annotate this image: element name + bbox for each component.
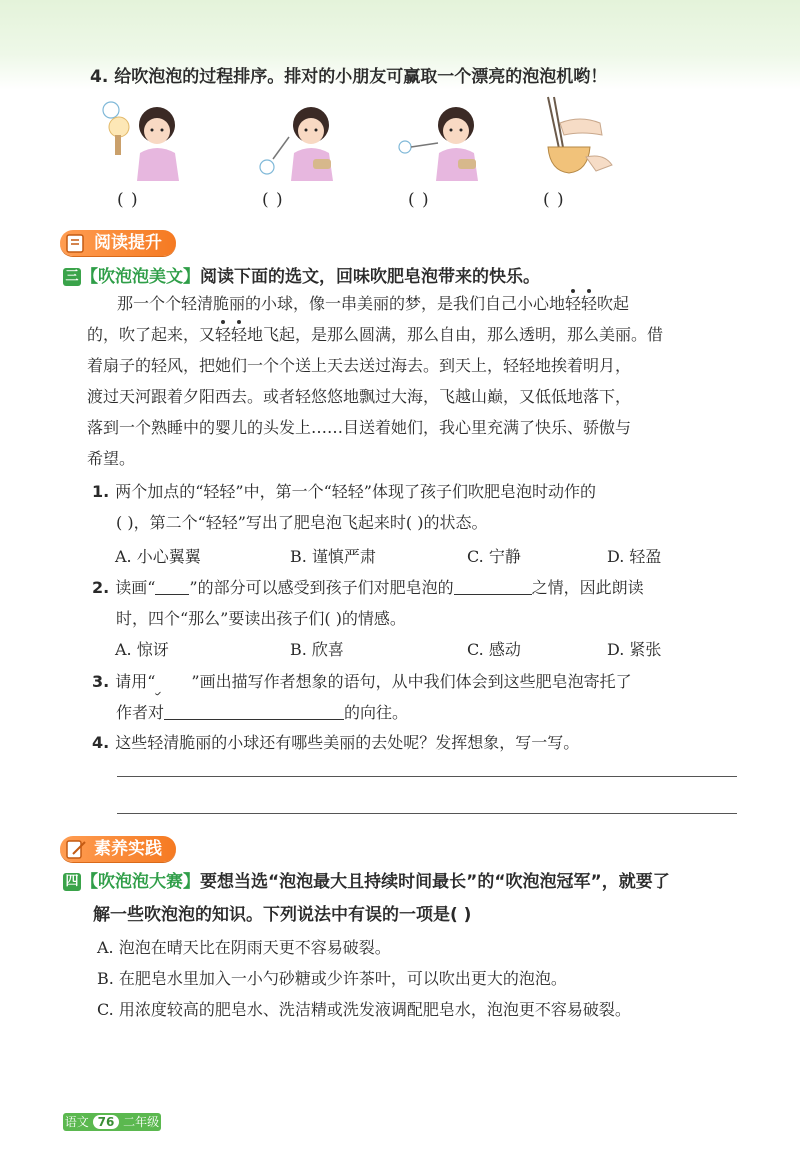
q3-line-1-b: ”画出描写作者想象的语句，从中我们体会到这些肥皂泡寄托了: [191, 672, 632, 691]
passage-line-1-b: 吹起: [597, 294, 630, 313]
q1-number: 1.: [92, 482, 110, 501]
q4-top-text: 给吹泡泡的过程排序。排对的小朋友可赢取一个漂亮的泡泡机哟！: [114, 67, 608, 87]
page-number-badge: [63, 1113, 161, 1131]
part-four-line-1: 要想当选“泡泡最大且持续时间最长”的“吹泡泡冠军”，就要了: [200, 872, 670, 892]
q2-option-d[interactable]: D. 紧张: [607, 640, 662, 659]
part-four-badge: 四: [63, 873, 81, 891]
q3-answer-blank[interactable]: [164, 719, 344, 720]
part-four-option-b[interactable]: B. 在肥皂水里加入一小勺砂糖或少许茶叶，可以吹出更大的泡泡。: [97, 969, 567, 988]
passage-text: [87, 288, 747, 474]
q4-top-blank-2[interactable]: ( ): [262, 190, 284, 210]
passage-line-4: 渡过天河跟着夕阳西去。或者轻悠悠地飘过大海，飞越山巅，又低低地落下，: [87, 387, 632, 406]
section-practice-title: 素养实践: [94, 839, 162, 859]
illustration-child-blowing: [390, 95, 490, 185]
section-practice-banner: [60, 836, 176, 862]
q2-line-1-a: 读画“: [115, 578, 156, 597]
part-four-option-a[interactable]: A. 泡泡在晴天比在阴雨天更不容易破裂。: [97, 938, 391, 957]
pencil-paper-icon: [64, 837, 88, 861]
q4-text: 这些轻清脆丽的小球还有哪些美丽的去处呢？发挥想象，写一写。: [115, 733, 580, 752]
passage-line-1-a: 那一个个轻清脆丽的小球，像一串美丽的梦，是我们自己小心地: [117, 294, 566, 313]
q3-number: 3.: [92, 672, 110, 691]
page-number: 76: [93, 1115, 120, 1129]
illustration-mixing-bowl: [530, 95, 620, 185]
q4-number: 4.: [92, 733, 110, 752]
passage-line-3: 着扇子的轻风，把她们一个个送上天去送过海去。到天上，轻轻地挨着明月，: [87, 356, 632, 375]
q2-underline-sample: [155, 594, 189, 595]
question-4: [92, 727, 762, 758]
footer-left-label: 语文: [64, 1115, 89, 1129]
passage-line-2-b: 地飞起，是那么圆满，那么自由，那么透明，那么美丽。借: [247, 325, 664, 344]
q2-answer-blank[interactable]: [454, 594, 532, 595]
section-reading-banner: [60, 230, 176, 256]
book-icon: [64, 231, 88, 255]
dotted-char: 轻: [215, 325, 232, 344]
part-four-line-2: 解一些吹泡泡的知识。下列说法中有误的一项是( ): [93, 905, 472, 925]
q2-number: 2.: [92, 578, 110, 597]
q2-option-b[interactable]: B. 欣喜: [290, 640, 344, 659]
q2-option-c[interactable]: C. 感动: [467, 640, 521, 659]
passage-three-header: [63, 262, 540, 287]
part-four-option-c[interactable]: C. 用浓度较高的肥皂水、洗洁精或洗发液调配肥皂水，泡泡更不容易破裂。: [97, 1000, 631, 1019]
q3-line-2-b: 的向往。: [344, 703, 409, 722]
q4-top-number: 4.: [90, 67, 109, 87]
q1-option-d[interactable]: D. 轻盈: [607, 547, 662, 566]
writing-line-2[interactable]: [117, 813, 737, 814]
illustration-child-wand: [245, 95, 345, 185]
q1-line-1: 两个加点的“轻轻”中，第一个“轻轻”体现了孩子们吹肥皂泡时动作的: [115, 482, 596, 501]
section-reading-title: 阅读提升: [94, 233, 162, 253]
q4-top-blank-1[interactable]: ( ): [117, 190, 139, 210]
writing-line-1[interactable]: [117, 776, 737, 777]
q2-line-1-b: ”的部分可以感受到孩子们对肥皂泡的: [189, 578, 454, 597]
q4-top-blank-4[interactable]: ( ): [543, 190, 565, 210]
dotted-char: 轻: [581, 294, 598, 313]
question-3: [92, 666, 762, 728]
question-2: [92, 572, 762, 634]
passage-line-5: 落到一个熟睡中的婴儿的头发上……目送着她们，我心里充满了快乐、骄傲与: [87, 418, 632, 437]
passage-three-instruction: 阅读下面的选文，回味吹肥皂泡带来的快乐。: [200, 267, 540, 287]
q1-option-c[interactable]: C. 宁静: [467, 547, 521, 566]
passage-line-2: [87, 319, 747, 350]
passage-line-2-a: 的，吹了起来，又: [87, 325, 216, 344]
q3-line-2-a: 作者对: [116, 703, 165, 722]
dotted-char: 轻: [231, 325, 248, 344]
q4-top-blank-3[interactable]: ( ): [408, 190, 430, 210]
passage-three-tag: 【吹泡泡美文】: [81, 267, 200, 287]
q3-line-1-a: 请用“: [115, 672, 156, 691]
q1-line-2: ( )，第二个“轻轻”写出了肥皂泡飞起来时( )的状态。: [116, 513, 488, 532]
q1-option-a[interactable]: A. 小心翼翼: [115, 547, 201, 566]
passage-line-1: [87, 288, 747, 319]
q4-top-title: [90, 62, 607, 87]
dotted-char: 轻: [565, 294, 582, 313]
q3-wavy-sample: [155, 666, 191, 697]
part-three-badge: 三: [63, 268, 81, 286]
q2-option-a[interactable]: A. 惊讶: [115, 640, 169, 659]
part-four: [63, 866, 753, 932]
illustration-child-fan: [95, 95, 195, 185]
q2-line-2: 时，四个“那么”要读出孩子们( )的情感。: [116, 609, 406, 628]
question-1: [92, 476, 752, 538]
footer-right-label: 二年级: [123, 1115, 160, 1129]
part-four-tag: 【吹泡泡大赛】: [81, 872, 200, 892]
passage-line-6: 希望。: [87, 449, 136, 468]
q1-option-b[interactable]: B. 谨慎严肃: [290, 547, 376, 566]
q2-line-1-c: 之情，因此朗读: [531, 578, 644, 597]
